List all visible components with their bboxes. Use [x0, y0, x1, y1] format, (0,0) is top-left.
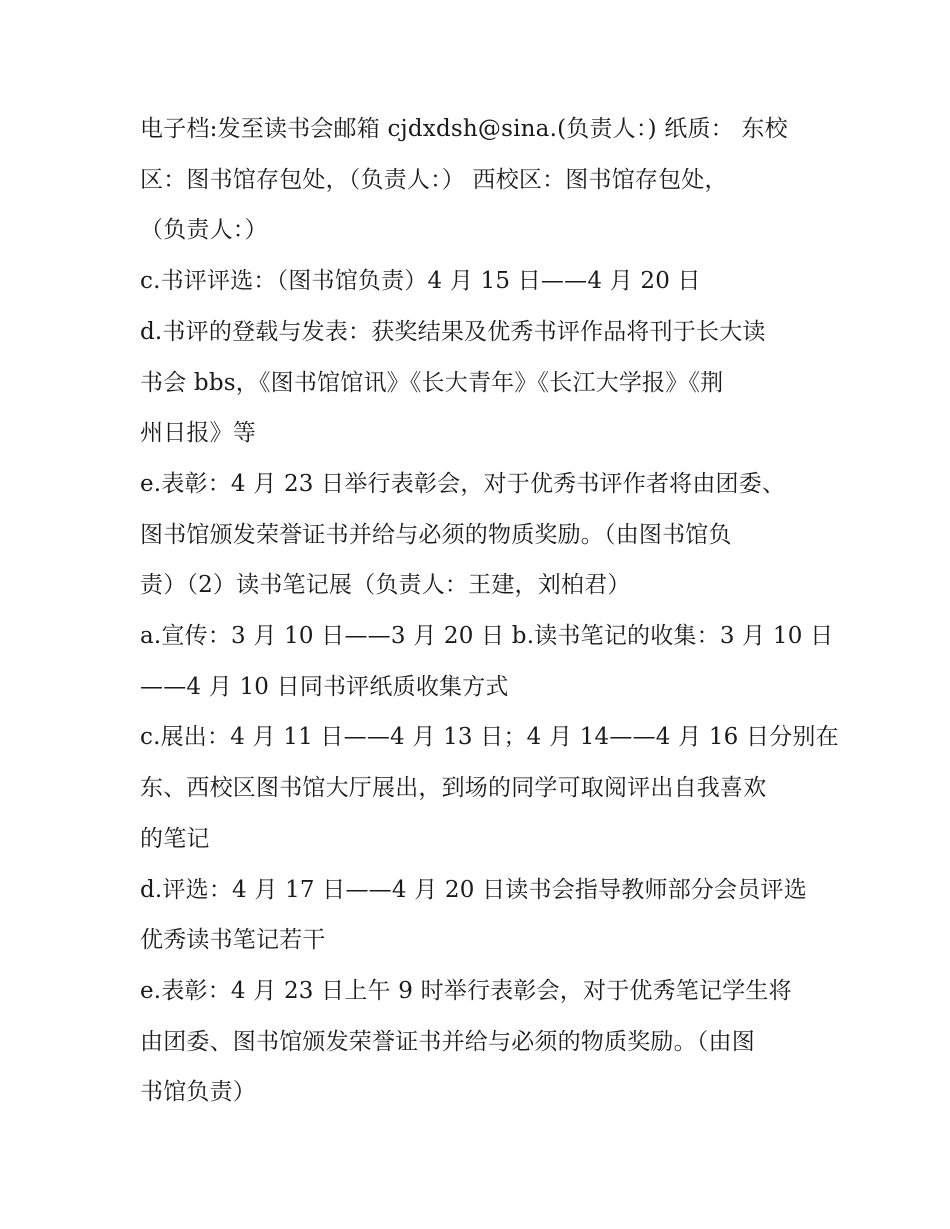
text-line: c.展出：4 月 11 日——4 月 13 日；4 月 14——4 月 16 日分别在 [140, 724, 839, 751]
text-line: 书会 bbs，《图书馆馆讯》《长大青年》《长江大学报》《荆 [140, 369, 724, 396]
text-line: 的笔记 [140, 825, 210, 852]
text-line: c.书评评选：（图书馆负责）4 月 15 日——4 月 20 日 [140, 268, 701, 295]
text-line: 由团委、图书馆颁发荣誉证书并给与必须的物质奖励。（由图 [140, 1028, 755, 1055]
text-line: e.表彰：4 月 23 日举行表彰会，对于优秀书评作者将由团委、 [140, 470, 786, 497]
text-line: 州日报》等 [140, 420, 256, 447]
text-line: （负责人：） [140, 217, 268, 244]
text-line: 责）（2）读书笔记展（负责人：王建，刘柏君） [140, 572, 631, 599]
text-line: ——4 月 10 日同书评纸质收集方式 [140, 673, 509, 700]
text-line: d.评选：4 月 17 日——4 月 20 日读书会指导教师部分会员评选 [140, 876, 807, 903]
text-line: e.表彰：4 月 23 日上午 9 时举行表彰会，对于优秀笔记学生将 [140, 977, 792, 1004]
document-body [140, 104, 839, 1118]
text-line: 电子档:发至读书会邮箱 cjdxdsh@sina.(负责人：) 纸质： 东校 [140, 116, 788, 142]
text-line: 区：图书馆存包处，（负责人：） 西校区：图书馆存包处， [140, 166, 728, 193]
text-line: 图书馆颁发荣誉证书并给与必须的物质奖励。（由图书馆负 [140, 521, 732, 548]
text-line: 书馆负责） [140, 1079, 256, 1106]
text-line: d.书评的登载与发表：获奖结果及优秀书评作品将刊于长大读 [140, 318, 766, 345]
text-line: a.宣传：3 月 10 日——3 月 20 日 b.读书笔记的收集：3 月 10 日 [140, 623, 834, 650]
text-line: 优秀读书笔记若干 [140, 927, 326, 954]
text-line: 东、西校区图书馆大厅展出，到场的同学可取阅评出自我喜欢 [140, 775, 767, 802]
